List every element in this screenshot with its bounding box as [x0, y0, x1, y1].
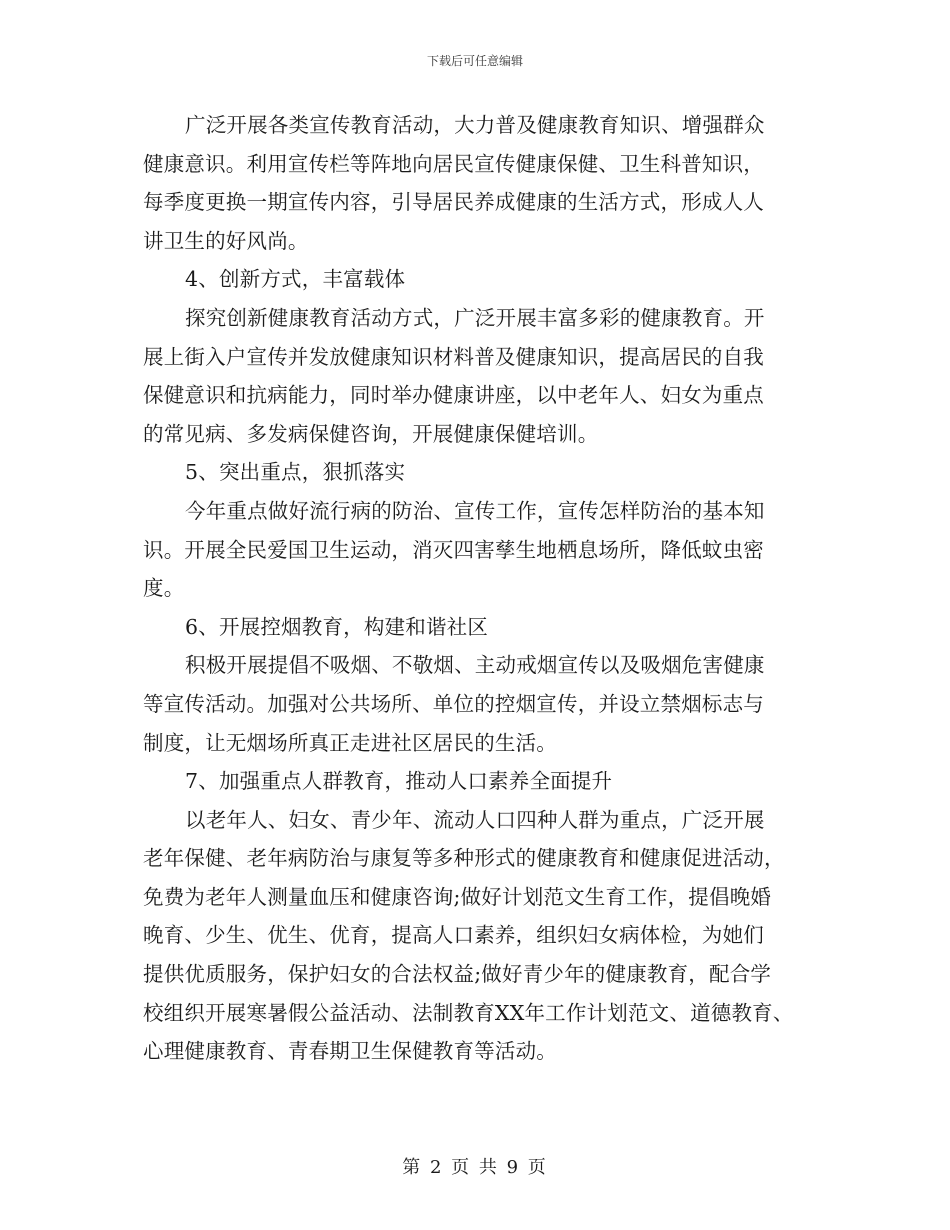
text-line: 识。开展全民爱国卫生运动，消灭四害孳生地栖息场所，降低蚊虫密: [143, 537, 764, 562]
text-line: 探究创新健康教育活动方式，广泛开展丰富多彩的健康教育。开: [185, 305, 765, 330]
text-line: 老年保健、老年病防治与康复等多种形式的健康教育和健康促进活动，: [143, 846, 785, 871]
text-line: 提供优质服务，保护妇女的合法权益;做好青少年的健康教育，配合学: [143, 962, 772, 987]
text-line: 广泛开展各类宣传教育活动，大力普及健康教育知识、增强群众: [185, 113, 765, 137]
page-number: 第 2 页 共 9 页: [402, 1157, 548, 1178]
text-line: 积极开展提倡不吸烟、不敬烟、主动戒烟宣传以及吸烟危害健康: [185, 653, 765, 678]
text-line: 保健意识和抗病能力，同时举办健康讲座，以中老年人、妇女为重点: [143, 383, 764, 408]
text-line: 等宣传活动。加强对公共场所、单位的控烟宣传，并设立禁烟标志与: [143, 691, 764, 716]
text-line: 6、开展控烟教育，构建和谐社区: [185, 614, 489, 639]
text-line: 晚育、少生、优生、优育，提高人口素养，组织妇女病体检，为她们: [143, 923, 764, 948]
text-line: 5、突出重点，狠抓落实: [185, 460, 406, 485]
text-line: 心理健康教育、青春期卫生保健教育等活动。: [143, 1039, 557, 1064]
text-line: 讲卫生的好风尚。: [143, 228, 309, 253]
text-line: 今年重点做好流行病的防治、宣传工作，宣传怎样防治的基本知: [185, 498, 765, 523]
text-line: 的常见病、多发病保健咨询，开展健康保健培训。: [143, 421, 599, 446]
text-line: 免费为老年人测量血压和健康咨询;做好计划范文生育工作，提倡晚婚: [143, 884, 772, 909]
page-header: 下载后可任意编辑: [426, 54, 523, 68]
text-line: 制度，让无烟场所真正走进社区居民的生活。: [143, 730, 557, 755]
document-body: [143, 106, 815, 1071]
text-line: 健康意识。利用宣传栏等阵地向居民宣传健康保健、卫生科普知识，: [143, 151, 764, 176]
text-line: 度。: [143, 576, 185, 601]
text-line: 7、加强重点人群教育，推动人口素养全面提升: [185, 769, 613, 794]
text-line: 展上街入户宣传并发放健康知识材料普及健康知识，提高居民的自我: [143, 344, 764, 369]
text-line: 4、创新方式，丰富载体: [185, 267, 406, 292]
text-line: 以老年人、妇女、青少年、流动人口四种人群为重点，广泛开展: [185, 807, 765, 832]
text-line: 校组织开展寒暑假公益活动、法制教育XX年工作计划范文、道德教育、: [143, 1000, 794, 1025]
text-line: 每季度更换一期宣传内容，引导居民养成健康的生活方式，形成人人: [143, 190, 764, 215]
